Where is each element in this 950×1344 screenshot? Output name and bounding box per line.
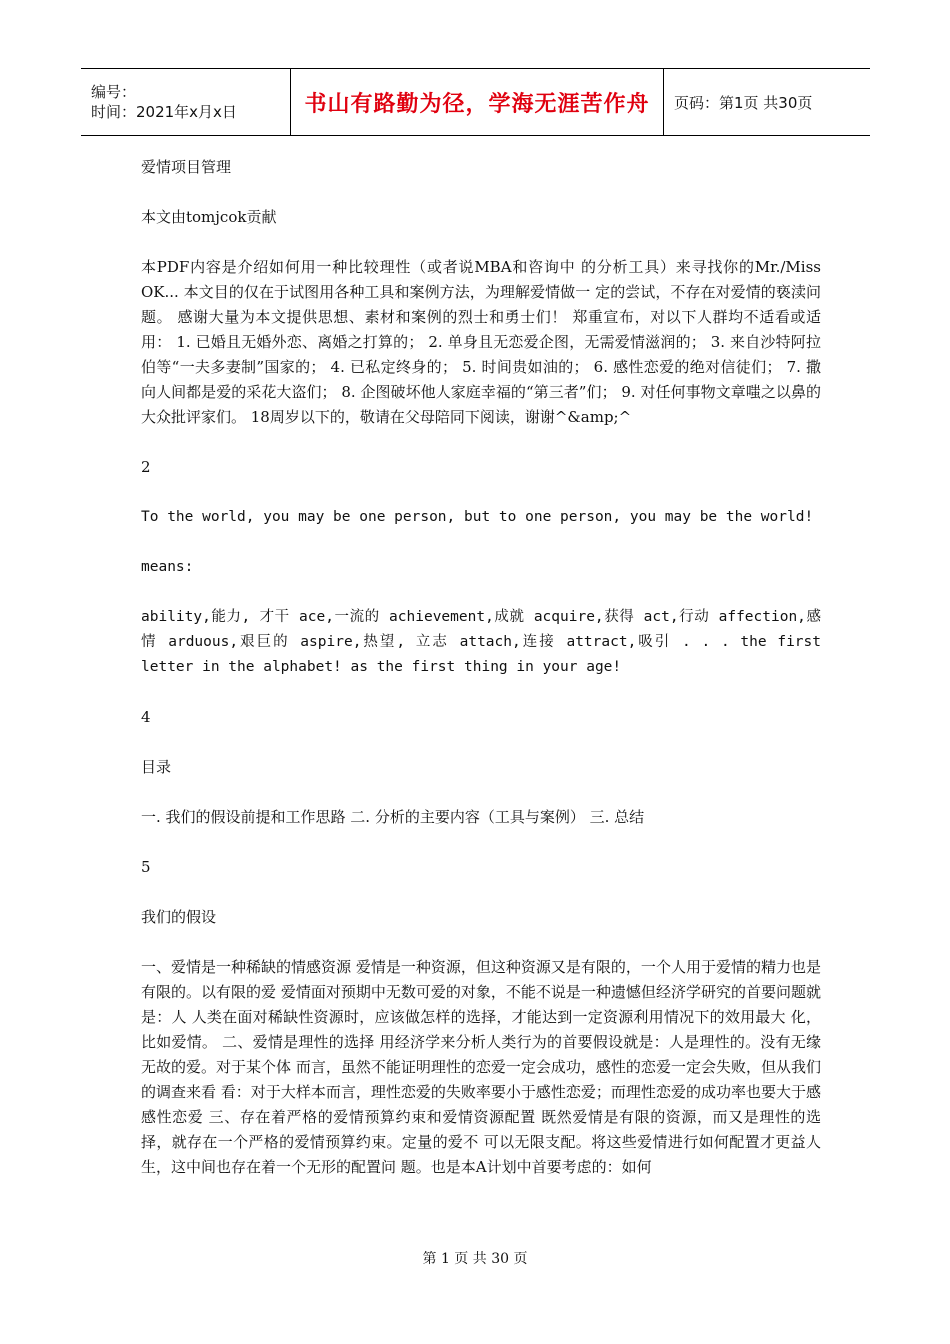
slide-number-2: 2	[141, 458, 151, 476]
contributor-line: 本文由tomjcok贡献	[141, 208, 277, 226]
header-page-label: 页码：第1页 共30页	[664, 69, 871, 136]
toc-list: 一. 我们的假设前提和工作思路 二. 分析的主要内容（工具与案例） 三. 总结	[141, 808, 645, 826]
toc-heading: 目录	[141, 758, 172, 776]
slide-number-5: 5	[141, 858, 151, 876]
document-body	[141, 155, 821, 1205]
hypothesis-paragraph: 一、爱情是一种稀缺的情感资源 爱情是一种资源，但这种资源又是有限的，一个人用于爱情的精力也是有限的。以有限的爱 爱情面对预期中无数可爱的对象，不能不说是一种遗憾但经济学研究的首要问题就是：人 人类在面对稀缺性资源时，应该做怎样的选择，才能达到一定资源利用情况下的效用最大 化，比如爱情。 二、爱情是理性的选择 用经济学来分析人类行为的首要假设就是：人是理性的。没有无缘无故的爱。对于某个体 而言，虽然不能证明理性的恋爱一定会成功，感性的恋爱一定会失败，但从我们的调查来看 看：对于大样本而言，理性恋爱的失败率要小于感性恋爱；而理性恋爱的成功率也要大于感 感性恋爱 三、存在着严格的爱情预算约束和爱情资源配置 既然爱情是有限的资源，而又是理性的选择，就存在一个严格的爱情预算约束。定量的爱不 可以无限支配。将这些爱情进行如何配置才更益人生，这中间也存在着一个无形的配置问 题。也是本A计划中首要考虑的：如何	[141, 958, 821, 1176]
header-meta	[81, 69, 291, 136]
page-footer: 第 1 页 共 30 页	[422, 1251, 528, 1267]
document-date-label: 时间：2021年x月x日	[91, 103, 237, 121]
document-number-label: 编号：	[91, 83, 137, 101]
slide-number-4: 4	[141, 708, 151, 726]
vocabulary-paragraph: ability,能力, 才干 ace,一流的 achievement,成就 acquire,获得 act,行动 affection,感情 arduous,艰巨的 aspire,热望, 立志 attach,连接 attract,吸引 . . . the first letter in the alphabet! as the first thing in your age!	[141, 609, 821, 675]
header-motto: 书山有路勤为径，学海无涯苦作舟	[291, 69, 664, 136]
document-title: 爱情项目管理	[141, 158, 232, 176]
page-header	[81, 68, 870, 136]
intro-paragraph: 本PDF内容是介绍如何用一种比较理性（或者说MBA和咨询中 的分析工具）来寻找你的Mr./Miss OK... 本文目的仅在于试图用各种工具和案例方法，为理解爱情做一 定的尝试，不存在对爱情的亵渎问题。 感谢大量为本文提供思想、素材和案例的烈士和勇士们！ 郑重宣布，对以下人群均不适看或适用： 1. 已婚且无婚外恋、离婚之打算的； 2. 单身且无恋爱企图，无需爱情滋润的； 3. 来自沙特阿拉伯等“一夫多妻制”国家的； 4. 已私定终身的； 5. 时间贵如油的； 6. 感性恋爱的绝对信徒们； 7. 撒向人间都是爱的采花大盗们； 8. 企图破坏他人家庭幸福的“第三者”们； 9. 对任何事物文章嗤之以鼻的大众批评家们。 18周岁以下的，敬请在父母陪同下阅读，谢谢^&amp;^	[141, 258, 821, 426]
hypothesis-heading: 我们的假设	[141, 908, 217, 926]
quote-paragraph: To the world, you may be one person, but to one person, you may be the world!	[141, 509, 814, 525]
means-label: means:	[141, 559, 194, 575]
